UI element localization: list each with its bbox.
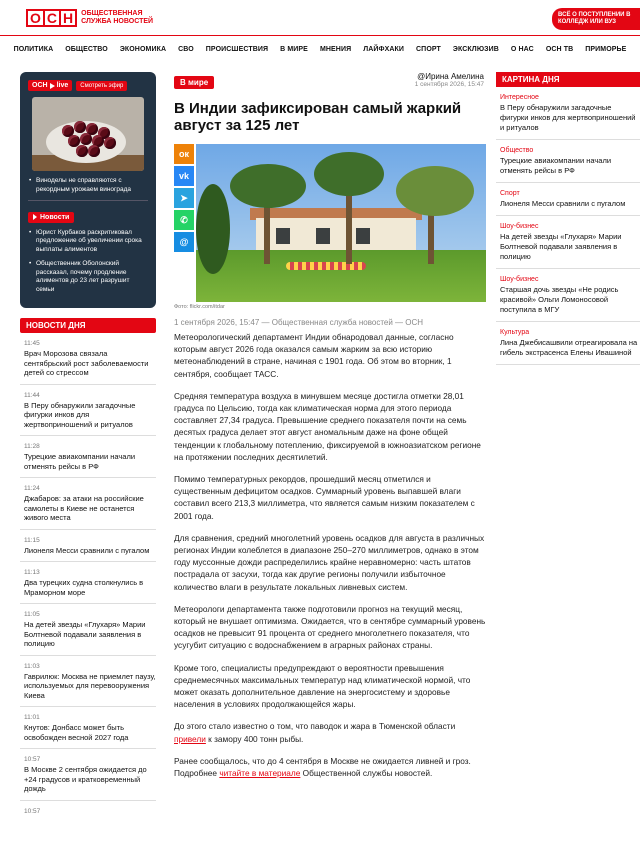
left-sidebar: [20, 72, 156, 823]
news-label-pill[interactable]: [28, 212, 74, 223]
odnoklassniki-icon[interactable]: ок: [174, 144, 194, 164]
list-item[interactable]: [20, 604, 156, 656]
article-photo-row: [174, 144, 486, 310]
news-time: 11:13: [24, 569, 40, 576]
logo-letter: О: [28, 11, 45, 25]
osn-live-badge[interactable]: [28, 80, 72, 91]
news-title: Врач Морозова связала сентябрьский рост заболеваемости детей со стрессом: [24, 349, 149, 377]
grape: [88, 145, 100, 157]
news-time: 10:57: [24, 756, 41, 763]
list-item[interactable]: [20, 656, 156, 708]
list-item[interactable]: [20, 478, 156, 530]
palm-crown: [230, 164, 306, 208]
nav-item-incidents[interactable]: ПРОИСШЕСТВИЯ: [205, 45, 269, 53]
news-day-list: [20, 333, 156, 823]
play-icon: [50, 83, 55, 89]
list-item[interactable]: [20, 530, 156, 563]
list-item[interactable]: [20, 801, 156, 823]
photo-window: [316, 228, 330, 244]
news-time: 11:03: [24, 662, 40, 670]
paragraph: Метеорологический департамент Индии обнародовал данные, согласно которым август 2026 года оказался самым жарким за всю историю метеонаблюдений в стране, начиная с 1901 года. Об этом во вторник, 1 сентября, сообщает ТАСС.: [174, 332, 454, 379]
paragraph: [174, 720, 486, 744]
whatsapp-icon[interactable]: ✆: [174, 210, 194, 230]
paragraph-text: До этого стало известно о том, что паводок и жара в Тюменской области: [174, 721, 456, 732]
list-item[interactable]: [496, 140, 640, 183]
photo-caption: Фото: flickr.com/itdar: [174, 304, 225, 310]
list-item[interactable]: [496, 216, 640, 269]
paragraph: Кроме того, специалисты предупреждают о вероятности превышения среднемесячных максимальных температур над климатической нормой, что может оказать дополнительное давление на энергосистему и здоровье населения в условиях продолжающейся жары.: [174, 662, 471, 710]
email-icon[interactable]: @: [174, 232, 194, 252]
paragraph-text: Общественной службы новостей.: [300, 768, 433, 779]
live-label: live: [56, 82, 69, 89]
live-header: [28, 80, 148, 91]
logo-mark: [26, 9, 77, 27]
live-news-item[interactable]: • Юрист Курбаков раскритиковал предложение об увеличении срока выплаты алиментов: [28, 229, 148, 255]
item-category: Интересное: [500, 94, 539, 101]
grape: [104, 137, 116, 149]
live-news-item[interactable]: • Общественник Оболонский рассказал, почему продление алиментов до 23 лет разрушит семьи: [28, 260, 148, 294]
item-category: Спорт: [500, 190, 520, 197]
news-title: Гаврилюк: Москва не приемлет паузу, используемых для перевооружения Киева: [24, 671, 156, 700]
article-rubric[interactable]: В мире: [174, 76, 214, 89]
news-title: Два турецких судна столкнулись в Мраморном море: [24, 578, 144, 597]
paragraph: Для сравнения, средний многолетний уровень осадков для августа в различных регионах Индии колеблется в диапазоне 250–270 миллиметров, однако в этом году муссонные дожди распределились крайне неравномерно: часть штатов пострадала от засухи, тогда как другие регионы получили избыточное количество влаги в результате локальных ливневых систем.: [174, 532, 485, 592]
article-meta: 1 сентября 2026, 15:47 — Общественная служба новостей — ОСН: [174, 318, 424, 327]
photo-grass: [196, 250, 486, 302]
item-category: Культура: [500, 329, 530, 336]
list-item[interactable]: [496, 87, 640, 140]
inline-link[interactable]: привели: [174, 733, 206, 744]
item-title: Лина Джебисашвили отреагировала на гибель экстрасенса Елены Ивашиной: [500, 338, 638, 357]
news-title: Кнутов: Донбасс может быть освобожден весной 2027 года: [24, 723, 129, 742]
osn-badge-label: ОСН: [32, 82, 48, 89]
photo-flowers: [286, 262, 366, 270]
card-day-header: КАРТИНА ДНЯ: [496, 72, 640, 87]
paragraph: [174, 755, 486, 779]
item-title: В Перу обнаружили загадочные фигурки инков для жертвоприношений и ритуалов: [500, 103, 636, 132]
list-item[interactable]: [20, 385, 156, 437]
photo-window: [276, 228, 290, 244]
article-body: [174, 331, 486, 779]
logo-letter: С: [45, 11, 61, 25]
paragraph: Средняя температура воздуха в минувшем месяце достигла отметки 28,01 градуса по Цельсию, тогда как климатическая норма для этого периода составляет 27,34 градуса. Превышение среднего показателя почти на семь десятых градуса делает этот август аномальным даже на фоне общей тенденции к глобальному потеплению, фиксируемой в южноазиатском регионе на протяжении последних десятилетий.: [174, 390, 481, 462]
site-header: [0, 0, 640, 36]
nav-item-sport[interactable]: СПОРТ: [416, 45, 441, 53]
live-card-headline[interactable]: • Виноделы не справляются с рекордным урожаем винограда: [28, 177, 148, 194]
site-logo[interactable]: [26, 9, 171, 27]
nav-item-politics[interactable]: ПОЛИТИКА: [13, 45, 54, 53]
grape: [80, 133, 92, 145]
news-time: 11:24: [24, 485, 40, 492]
inline-link[interactable]: читайте в материале: [219, 768, 301, 779]
news-time: 11:44: [24, 391, 40, 399]
bush: [196, 184, 230, 274]
list-item[interactable]: [20, 562, 156, 604]
article: [174, 72, 486, 779]
nav-item-society[interactable]: ОБЩЕСТВО: [65, 45, 108, 53]
item-title: Лионеля Месси сравнили с пугалом: [500, 199, 626, 208]
item-category: Шоу-бизнес: [500, 223, 539, 230]
nav-item-world[interactable]: В МИРЕ: [280, 45, 308, 53]
grape: [76, 145, 88, 157]
right-sidebar: [496, 72, 640, 365]
item-title: На детей звезды «Глухаря» Марии Болтневой подавали заявления в полицию: [500, 232, 622, 261]
watch-live-button[interactable]: Смотреть эфир: [76, 81, 127, 91]
news-time: 11:01: [24, 714, 40, 721]
nav-item-about[interactable]: О НАС: [510, 45, 534, 53]
item-title: Старшая дочь звезды «Не родись красивой» Ольги Ломоносовой поступила в МГУ: [500, 285, 619, 314]
paragraph: Помимо температурных рекордов, прошедший месяц отметился и существенным дефицитом осадков. Суммарный уровень выпавшей влаги составил всего 213,3 миллиметра, что является самым низким показателем с 2001 года.: [174, 474, 475, 521]
main-nav: [0, 36, 640, 62]
nav-item-economy[interactable]: ЭКОНОМИКА: [119, 45, 167, 53]
article-author-block: [415, 72, 484, 88]
nav-item-osn-tv[interactable]: ОСН ТВ: [545, 45, 574, 53]
nav-item-lifehacks[interactable]: ЛАЙФХАКИ: [363, 45, 405, 53]
palm-crown: [314, 152, 384, 196]
article-title: В Индии зафиксирован самый жаркий август за 125 лет: [174, 100, 462, 134]
paragraph: Метеорологи департамента также подготовили прогноз на текущий месяц, который не внушает оптимизма. Ожидается, что в сентябре суммарный уровень осадков не превысит 91 процента от среднего многолетнего показателя, что усугубит ситуацию с водоснабжением в аграрных районах страны.: [174, 603, 486, 651]
logo-letter: Н: [63, 10, 74, 26]
list-item[interactable]: [20, 707, 156, 749]
grape: [74, 121, 86, 133]
news-title: В Перу обнаружили загадочные фигурки инков для жертвоприношений и ритуалов: [24, 400, 136, 429]
news-time: 11:15: [24, 536, 40, 544]
nav-item-opinions[interactable]: МНЕНИЯ: [319, 45, 352, 53]
list-item[interactable]: [496, 269, 640, 322]
nav-item-primorye[interactable]: ПРИМОРЬЕ: [585, 45, 627, 53]
live-card: [20, 72, 156, 308]
nav-item-exclusive[interactable]: ЭКСКЛЮЗИВ: [452, 45, 499, 53]
paragraph-text: Ранее сообщалось, что до 4 сентября в Москве не ожидается ливней и гроз. Подробнее: [174, 755, 471, 779]
news-title: Турецкие авиакомпании начали отменять рейсы в РФ: [24, 452, 136, 471]
paragraph-text: к замору 400 тонн рыбы.: [205, 733, 304, 744]
news-title: Лионеля Месси сравнили с пугалом: [24, 545, 150, 555]
list-item[interactable]: [20, 436, 156, 478]
list-item[interactable]: [496, 183, 640, 216]
news-time: 11:28: [24, 443, 40, 450]
photo-window: [356, 228, 370, 244]
article-date: 1 сентября 2026, 15:47: [414, 81, 484, 88]
divider: [28, 200, 148, 201]
news-time: 10:57: [24, 807, 41, 815]
news-day-header: НОВОСТИ ДНЯ: [20, 318, 156, 333]
item-category: Общество: [500, 147, 534, 154]
list-item[interactable]: [20, 333, 156, 385]
news-time: 11:05: [24, 611, 40, 618]
admission-promo-banner[interactable]: ВСЁ О ПОСТУПЛЕНИИ В КОЛЛЕДЖ ИЛИ ВУЗ: [552, 8, 640, 30]
author-link[interactable]: @Ирина Амелина: [417, 72, 484, 81]
news-time: 11:45: [24, 340, 40, 347]
tree-crown: [396, 166, 474, 216]
news-label: Новости: [40, 213, 70, 221]
list-item[interactable]: [496, 322, 640, 365]
article-photo[interactable]: [196, 144, 486, 302]
palm-trunk: [346, 184, 352, 264]
item-title: Турецкие авиакомпании начали отменять рейсы в РФ: [500, 156, 612, 175]
grapes-image[interactable]: [32, 97, 144, 171]
play-icon: [33, 214, 37, 220]
item-category: Шоу-бизнес: [500, 276, 539, 283]
news-title: В Москве 2 сентября ожидается до +24 градусов и кратковременный дождь: [24, 765, 147, 793]
news-title: Джабаров: за атаки на российские самолеты в Киеве не останется живого места: [24, 494, 144, 522]
telegram-icon[interactable]: ➤: [174, 188, 194, 208]
logo-text: ОБЩЕСТВЕННАЯ СЛУЖБА НОВОСТЕЙ: [81, 10, 154, 25]
list-item[interactable]: [20, 749, 156, 801]
vk-icon[interactable]: vk: [174, 166, 194, 186]
share-buttons: [174, 144, 194, 254]
news-title: На детей звезды «Глухаря» Марии Болтневой подавали заявления в полицию: [24, 620, 146, 648]
nav-item-svo[interactable]: СВО: [178, 45, 194, 53]
